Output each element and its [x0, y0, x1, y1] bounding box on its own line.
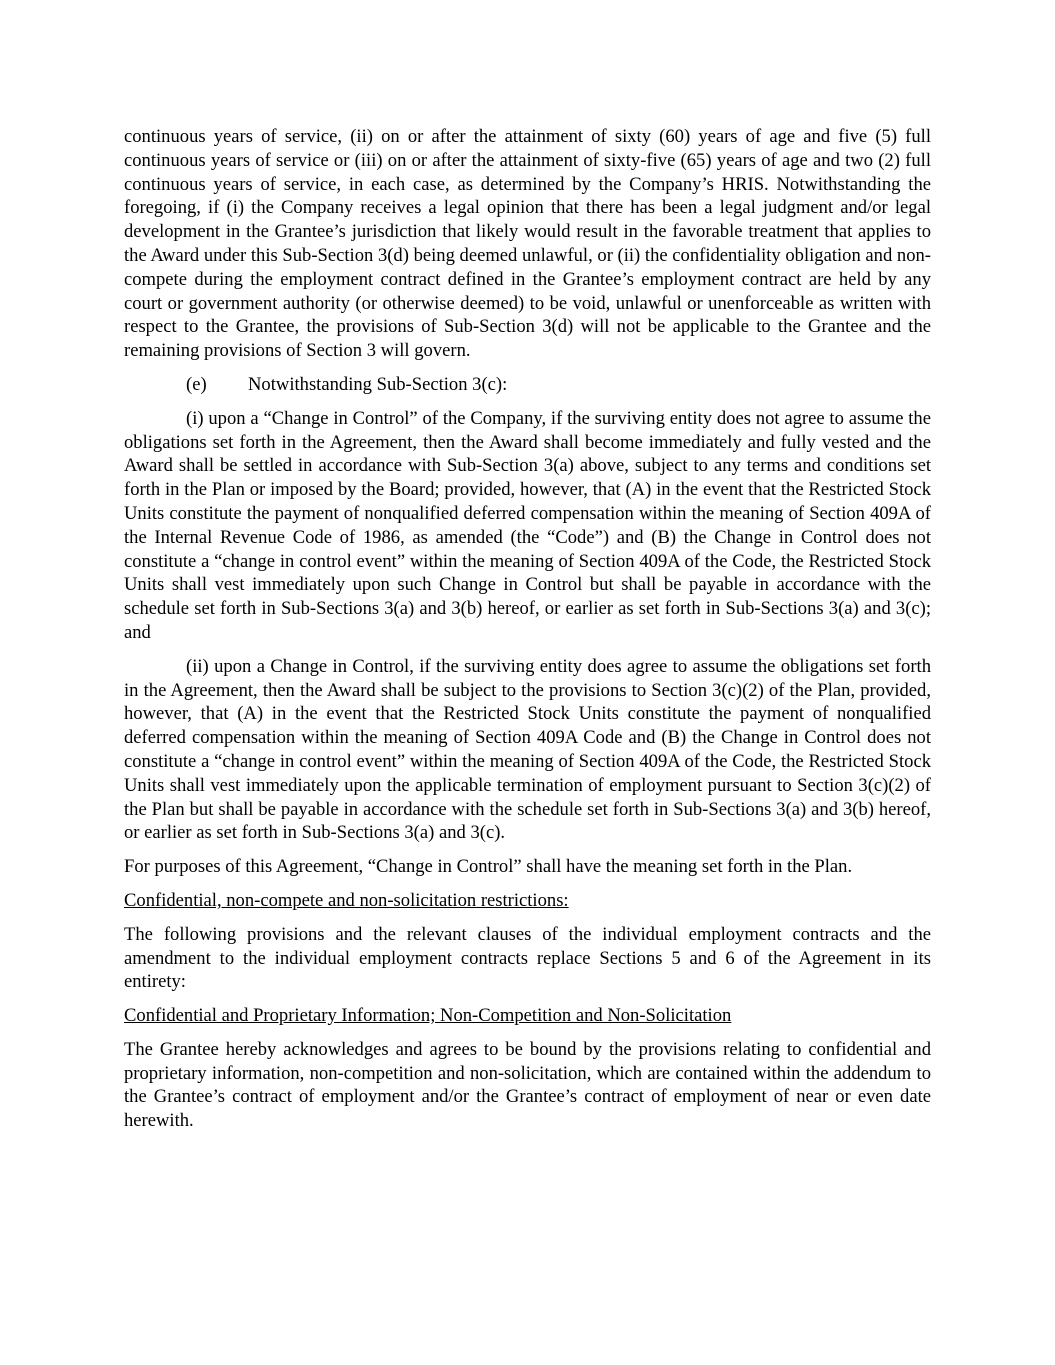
heading-confidential-restrictions [124, 889, 931, 913]
heading-proprietary-information-text: Confidential and Proprietary Information; Non-Competition and Non-Solicitation [124, 1005, 732, 1027]
paragraph-item-e-ii: (ii) upon a Change in Control, if the surviving entity does agree to assume the obligations set forth in the Agreement, then the Award shall be subject to the provisions to Section 3(c)(2) of the Plan, provided, however, that (A) in the event that the Restricted Stock Units constitute the payment of nonqualified deferred compensation within the meaning of Section 409A Code and (B) the Change in Control does not constitute a “change in control event” within the meaning of Section 409A of the Code, the Restricted Stock Units shall vest immediately upon the applicable termination of employment pursuant to Section 3(c)(2) of the Plan but shall be payable in accordance with the schedule set forth in Sub-Sections 3(a) and 3(b) hereof, or earlier as set forth in Sub-Sections 3(a) and 3(c). [124, 655, 931, 844]
paragraph-following-provisions: The following provisions and the relevant clauses of the individual employment contracts and the amendment to the individual employment contracts replace Sections 5 and 6 of the Agreement in its entirety: [124, 923, 931, 993]
heading-proprietary-information [124, 1004, 931, 1028]
item-e-text: Notwithstanding Sub-Section 3(c): [248, 373, 508, 395]
paragraph-item-e-i: (i) upon a “Change in Control” of the Company, if the surviving entity does not agree to assume the obligations set forth in the Agreement, then the Award shall become immediately and fully vested and the Award shall be settled in accordance with Sub-Section 3(a) above, subject to any terms and conditions set forth in the Plan or imposed by the Board; provided, however, that (A) in the event that the Restricted Stock Units constitute the payment of nonqualified deferred compensation within the meaning of Section 409A of the Internal Revenue Code of 1986, as amended (the “Code”) and (B) the Change in Control does not constitute a “change in control event” within the meaning of Section 409A of the Code, the Restricted Stock Units shall vest immediately upon such Change in Control but shall be payable in accordance with the schedule set forth in Sub-Sections 3(a) and 3(b) hereof, or earlier as set forth in Sub-Sections 3(a) and 3(c); and [124, 407, 931, 643]
document-page [124, 125, 931, 1143]
heading-confidential-restrictions-text: Confidential, non-compete and non-solicitation restrictions: [124, 889, 569, 911]
paragraph-section-3d-continuation: continuous years of service, (ii) on or after the attainment of sixty (60) years of age and five (5) full continuous years of service or (iii) on or after the attainment of sixty-five (65) years of age and two (2) full continuous years of service, in each case, as determined by the Company’s HRIS. Notwithstanding the foregoing, if (i) the Company receives a legal opinion that there has been a legal judgment and/or legal development in the Grantee’s jurisdiction that likely would result in the favorable treatment that applies to the Award under this Sub-Section 3(d) being deemed unlawful, or (ii) the confidentiality obligation and non-compete during the employment contract defined in the Grantee’s employment contract are held by any court or government authority (or otherwise deemed) to be void, unlawful or unenforceable as written with respect to the Grantee, the provisions of Sub-Section 3(d) will not be applicable to the Grantee and the remaining provisions of Section 3 will govern. [124, 126, 931, 362]
paragraph-item-e [124, 373, 931, 397]
paragraph-change-in-control-definition: For purposes of this Agreement, “Change in Control” shall have the meaning set forth in the Plan. [124, 856, 853, 878]
item-e-marker: (e) [186, 373, 207, 395]
paragraph-grantee-acknowledgement: The Grantee hereby acknowledges and agrees to be bound by the provisions relating to confidential and proprietary information, non-competition and non-solicitation, which are contained within the addendum to the Grantee’s contract of employment and/or the Grantee’s contract of employment of near or even date herewith. [124, 1038, 931, 1132]
